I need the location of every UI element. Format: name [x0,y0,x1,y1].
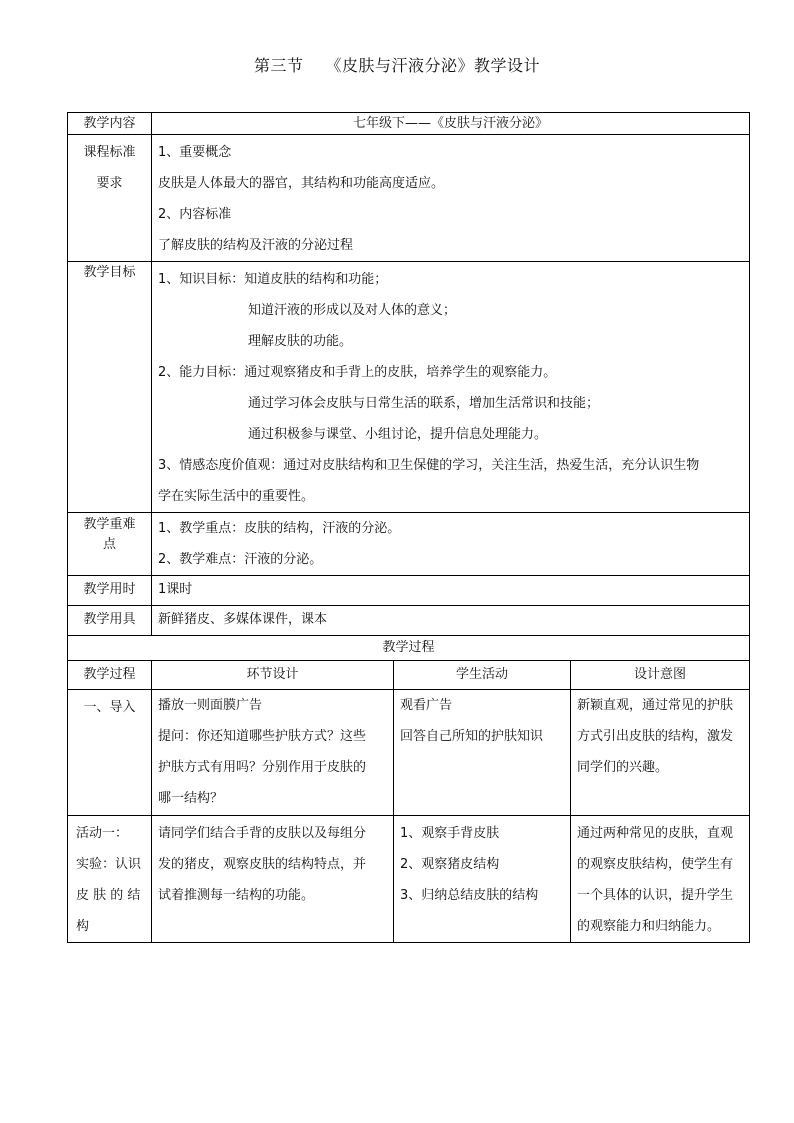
design-line: 请同学们结合手背的皮肤以及每组分 [158,826,367,841]
design-line: 提问：你还知道哪些护肤方式？这些 [158,729,367,744]
intent-line: 通过两种常见的皮肤，直观 [577,826,734,841]
standard-line: 了解皮肤的结构及汗液的分泌过程 [158,238,354,253]
row-standard [68,135,750,262]
value-key-points [152,513,750,576]
design-line: 护肤方式有用吗？分别作用于皮肤的 [158,760,367,775]
student-line: 回答自己所知的护肤知识 [400,729,544,744]
intent-line: 新颖直观，通过常见的护肤 [577,698,734,713]
design-line: 发的猪皮，观察皮肤的结构特点，并 [158,857,367,872]
process-row-intro [68,690,750,816]
goal-line: 理解皮肤的功能。 [248,334,353,349]
value-tools: 新鲜猪皮、多媒体课件，课本 [152,606,750,636]
label-time: 教学用时 [68,576,152,606]
student-line: 1、观察手背皮肤 [400,826,500,841]
goal-line: 通过积极参与课堂、小组讨论，提升信息处理能力。 [248,427,548,442]
row-process-header [68,636,750,661]
intent-cell [571,690,750,816]
value-time: 1课时 [152,576,750,606]
goal-line: 知道汗液的形成以及对人体的意义； [248,303,457,318]
standard-line: 1、重要概念 [158,145,232,160]
row-time [68,576,750,606]
intent-line: 同学们的兴趣。 [577,760,669,775]
goal-line: 1、知识目标：知道皮肤的结构和功能； [158,272,388,287]
process-row-activity-1 [68,816,750,943]
student-line: 观看广告 [400,698,453,713]
student-line: 2、观察猪皮结构 [400,857,500,872]
goal-line: 学在实际生活中的重要性。 [158,489,315,504]
stage-line: 活动一： [76,826,129,841]
row-key-points [68,513,750,576]
lesson-name: 《皮肤与汗液分泌》教学设计 [325,56,541,75]
column-header: 学生活动 [394,661,571,690]
label-goals: 教学目标 [68,262,152,513]
label-key-points [68,513,152,576]
student-cell [394,690,571,816]
goal-line: 3、情感态度价值观：通过对皮肤结构和卫生保健的学习，关注生活，热爱生活，充分认识生物 [158,458,700,473]
column-header: 教学过程 [68,661,152,690]
student-cell [394,816,571,943]
column-header: 环节设计 [152,661,394,690]
stage-cell [68,816,152,943]
stage-line: 构 [76,919,90,934]
intent-line: 方式引出皮肤的结构，激发 [577,729,734,744]
section-number: 第三节 [253,56,304,75]
label-tools: 教学用具 [68,606,152,636]
intent-cell [571,816,750,943]
standard-line: 皮肤是人体最大的器官，其结构和功能高度适应。 [158,176,445,191]
label-content: 教学内容 [68,113,152,135]
row-tools [68,606,750,636]
lesson-plan-table [67,112,750,943]
design-cell [152,816,394,943]
label-key-points-line1: 教学重难 [83,517,136,532]
process-header: 教学过程 [68,636,750,661]
goal-line: 通过学习体会皮肤与日常生活的联系，增加生活常识和技能； [248,396,600,411]
label-standard-line1: 课程标准 [83,145,136,160]
row-content [68,113,750,135]
design-line: 播放一则面膜广告 [158,698,263,713]
document-title [0,53,794,76]
student-line: 3、归纳总结皮肤的结构 [400,888,539,903]
label-standard-line2: 要求 [96,176,123,191]
intent-line: 的观察能力和归纳能力。 [577,919,721,934]
label-standard [68,135,152,262]
key-point-line: 1、教学重点：皮肤的结构，汗液的分泌。 [158,521,401,536]
row-process-columns [68,661,750,690]
intent-line: 的观察皮肤结构，使学生有 [577,857,734,872]
label-key-points-line2: 点 [102,537,116,552]
design-cell [152,690,394,816]
design-line: 试着推测每一结构的功能。 [158,888,315,903]
standard-line: 2、内容标准 [158,207,232,222]
value-goals [152,262,750,513]
design-line: 哪一结构？ [158,791,224,806]
column-header: 设计意图 [571,661,750,690]
row-goals [68,262,750,513]
value-content: 七年级下——《皮肤与汗液分泌》 [152,113,750,135]
stage-line: 实验：认识 [76,857,142,872]
value-standard [152,135,750,262]
intent-line: 一个具体的认识，提升学生 [577,888,734,903]
stage-line: 皮 肤 的 结 [76,888,141,903]
stage-line: 一、导入 [83,700,136,715]
goal-line: 2、能力目标：通过观察猪皮和手背上的皮肤，培养学生的观察能力。 [158,365,557,380]
stage-cell [68,690,152,816]
key-point-line: 2、教学难点：汗液的分泌。 [158,552,323,567]
